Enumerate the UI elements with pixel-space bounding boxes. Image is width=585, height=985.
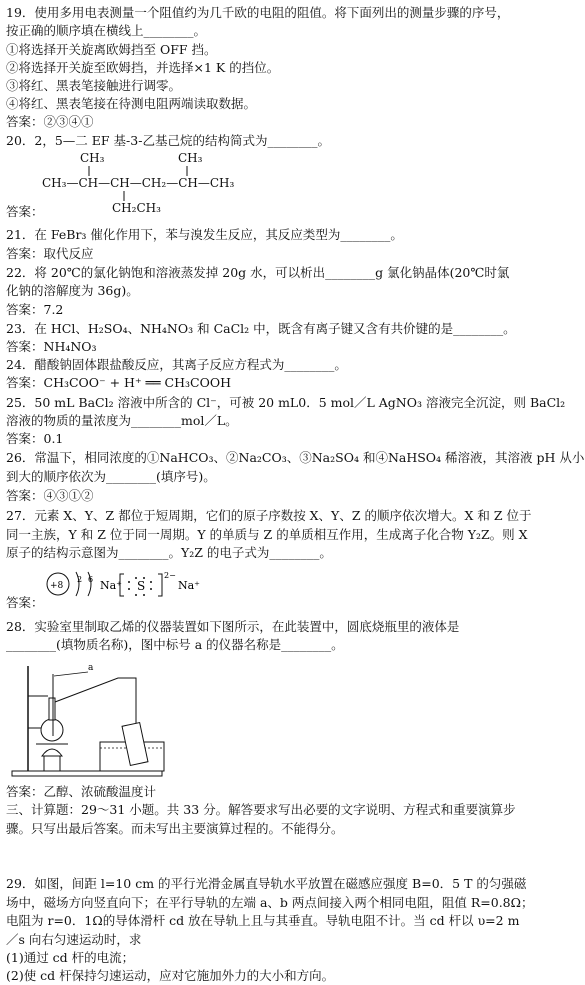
q24-answer: 答案：CH₃COO⁻ + H⁺ ══ CH₃COOH bbox=[6, 375, 231, 390]
q28-apparatus-figure bbox=[8, 656, 178, 780]
q19-step-3: ③将红、黑表笔接触进行调零。 bbox=[6, 78, 182, 93]
q27-s-symbol: S bbox=[137, 579, 146, 593]
q25-line-1: 25．50 mL BaCl₂ 溶液中所含的 Cl⁻，可被 20 mL0．5 mol／L AgNO₃ 溶液完全沉淀，则 BaCl₂ bbox=[6, 395, 566, 410]
q20-ch3-top-right: CH₃ bbox=[178, 151, 203, 165]
q25-answer: 答案：0.1 bbox=[6, 431, 64, 446]
q27-structure-graphic bbox=[40, 566, 240, 606]
q21-answer: 答案：取代反应 bbox=[6, 246, 94, 261]
q27-shell-2: 6 bbox=[88, 575, 94, 584]
q28-line-1: 28．实验室里制取乙烯的仪器装置如下图所示，在此装置中，圆底烧瓶里的液体是 bbox=[6, 619, 460, 634]
q26-answer: 答案：④③①② bbox=[6, 488, 94, 503]
q29-part-2: (2)使 cd 杆保持匀速运动，应对它施加外力的大小和方向。 bbox=[6, 968, 335, 983]
q28-line-2: ________(填物质名称)，图中标号 a 的仪器名称是________。 bbox=[6, 637, 344, 652]
q20-ch3-top-left: CH₃ bbox=[80, 151, 105, 165]
q29-line-1: 29．如图，间距 l=10 cm 的平行光滑金属直导轨水平放置在磁感应强度 B=0．5 T 的匀强磁 bbox=[6, 876, 527, 891]
q27-charge: 2− bbox=[164, 571, 176, 580]
q29-part-1: (1)通过 cd 杆的电流； bbox=[6, 950, 135, 965]
q29-line-2: 场中，磁场方向竖直向下；在平行导轨的左端 a、b 两点间接入两个相同电阻，阻值 R=0.8Ω； bbox=[6, 895, 534, 910]
q21-line-1: 21．在 FeBr₃ 催化作用下，苯与溴发生反应，其反应类型为________。 bbox=[6, 227, 403, 242]
q22-line-2: 化钠的溶解度为 36g)。 bbox=[6, 283, 139, 298]
q23-answer: 答案：NH₄NO₃ bbox=[6, 339, 97, 354]
q28-label-a: a bbox=[88, 663, 94, 673]
q29-line-4: ／s 向右匀速运动时，求 bbox=[6, 932, 142, 947]
q20-main-chain: CH₃—CH—CH—CH₂—CH—CH₃ bbox=[42, 176, 235, 190]
q19-line-1: 19．使用多用电表测量一个阻值约为几千欧的电阻的阻值。将下面列出的测量步骤的序号， bbox=[6, 5, 510, 20]
q24-line-1: 24．醋酸钠固体跟盐酸反应，其离子反应方程式为________。 bbox=[6, 357, 347, 372]
q27-shell-1: 2 bbox=[77, 575, 83, 584]
q27-line-3: 原子的结构示意图为________。Y₂Z 的电子式为________。 bbox=[6, 545, 332, 560]
q20-branch: CH₂CH₃ bbox=[112, 201, 161, 215]
q29-line-3: 电阻为 r=0．1Ω的导体滑杆 cd 放在导轨上且与其垂直。导轨电阻不计。当 cd 杆以 υ=2 m bbox=[6, 913, 520, 928]
q27-na-left: Na⁺ bbox=[100, 579, 122, 592]
q28-answer: 答案：乙醇、浓硫酸温度计 bbox=[6, 784, 157, 799]
q27-na-right: Na⁺ bbox=[178, 579, 200, 592]
q20-answer: 答案： bbox=[6, 204, 44, 219]
q19-step-2: ②将选择开关旋至欧姆挡，并选择×1 K 的挡位。 bbox=[6, 60, 280, 75]
q19-line-2: 按正确的顺序填在横线上________。 bbox=[6, 23, 207, 38]
q19-step-4: ④将红、黑表笔接在待测电阻两端读取数据。 bbox=[6, 96, 257, 111]
q27-nucleus-label: +8 bbox=[50, 581, 64, 591]
q19-step-1: ①将选择开关旋离欧姆挡至 OFF 挡。 bbox=[6, 42, 217, 57]
q27-line-1: 27．元素 X、Y、Z 都位于短周期，它们的原子序数按 X、Y、Z 的顺序依次增大。X 和 Z 位于 bbox=[6, 508, 532, 523]
q23-line-1: 23．在 HCl、H₂SO₄、NH₄NO₃ 和 CaCl₂ 中，既含有离子键又含有共价键的是________。 bbox=[6, 321, 516, 336]
q26-line-2: 到大的顺序依次为________(填序号)。 bbox=[6, 469, 216, 484]
q27-line-2: 同一主族，Y 和 Z 位于同一周期。Y 的单质与 Z 的单质相互作用，生成离子化合物 Y₂Z。则 X bbox=[6, 527, 528, 542]
q22-line-1: 22．将 20℃的氯化钠饱和溶液蒸发掉 20g 水，可以析出________g 氯化钠晶体(20℃时氯 bbox=[6, 265, 510, 280]
section3-line-1: 三、计算题：29～31 小题。共 33 分。解答要求写出必要的文字说明、方程式和重要演算步 bbox=[6, 802, 516, 817]
section3-line-2: 骤。只写出最后答案。而未写出主要演算过程的。不能得分。 bbox=[6, 821, 344, 836]
q27-answer: 答案： bbox=[6, 595, 44, 610]
q20-line-1: 20．2，5—二 EF 基-3-乙基己烷的结构简式为________。 bbox=[6, 133, 330, 148]
q19-answer: 答案：②③④① bbox=[6, 114, 94, 129]
q22-answer: 答案：7.2 bbox=[6, 302, 64, 317]
q26-line-1: 26．常温下，相同浓度的①NaHCO₃、②Na₂CO₃、③Na₂SO₄ 和④NaHSO₄ 稀溶液，其溶液 pH 从小 bbox=[6, 450, 585, 465]
q25-line-2: 溶液的物质的量浓度为________mol／L。 bbox=[6, 413, 238, 428]
